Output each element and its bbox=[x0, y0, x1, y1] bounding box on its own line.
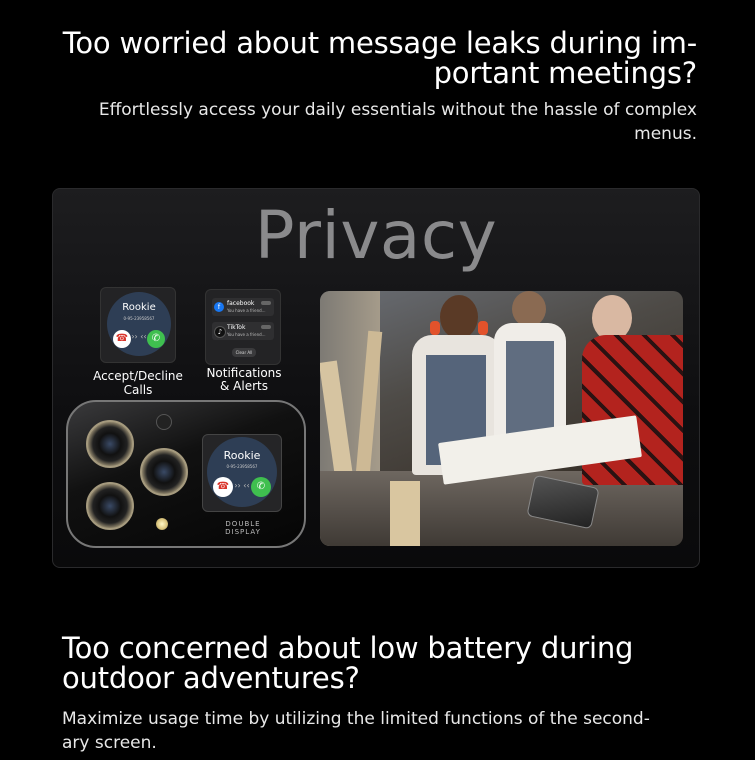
section-1-subtitle-line-2: menus. bbox=[634, 124, 697, 144]
notifications-caption-line-2: & Alerts bbox=[220, 379, 268, 393]
camera-lens-icon bbox=[86, 420, 134, 468]
section-2-subtitle-line-2: ary screen. bbox=[62, 733, 157, 753]
rear-round-screen bbox=[207, 437, 277, 507]
notifications-caption-line-1: Notifications bbox=[206, 366, 282, 380]
camera-lens-icon bbox=[86, 482, 134, 530]
privacy-heading: Privacy bbox=[254, 197, 498, 274]
facebook-icon: f bbox=[214, 302, 224, 312]
notification-item bbox=[212, 298, 274, 316]
section-1-title-line-1: Too worried about message leaks during im- bbox=[62, 26, 697, 60]
rear-caller-number: 0-95-23958567 bbox=[226, 464, 258, 469]
workshop-photo bbox=[320, 291, 683, 546]
notification-item bbox=[212, 322, 274, 340]
phone-accept-icon: ✆ bbox=[251, 477, 271, 497]
caller-number: 0-95-23958567 bbox=[123, 316, 155, 321]
tiktok-icon: ♪ bbox=[214, 326, 226, 338]
notification-badge bbox=[261, 301, 271, 305]
section-1-title-line-2: portant meetings? bbox=[433, 56, 697, 90]
caller-name: Rookie bbox=[122, 302, 156, 313]
phone-back-illustration bbox=[66, 400, 306, 548]
notification-app: facebook bbox=[227, 300, 255, 307]
camera-lens-icon bbox=[140, 448, 188, 496]
phone-accept-icon: ✆ bbox=[147, 330, 165, 348]
section-2-title-line-2: outdoor adventures? bbox=[62, 661, 360, 695]
flash-icon bbox=[156, 518, 168, 530]
call-screen-tile bbox=[100, 287, 176, 363]
notification-badge bbox=[261, 325, 271, 329]
section-1-subtitle-line-1: Effortlessly access your daily essentials without the hassle of complex bbox=[98, 100, 697, 120]
section-1-title bbox=[60, 28, 697, 88]
rear-caller-name: Rookie bbox=[223, 449, 261, 462]
notification-app: TikTok bbox=[227, 324, 246, 331]
round-call-screen bbox=[107, 292, 171, 356]
notification-text: You have a friend... bbox=[227, 308, 266, 313]
call-tile-caption: Accept/Decline Calls bbox=[93, 369, 183, 397]
section-1-subtitle bbox=[60, 98, 697, 146]
clear-all-button: Clear All bbox=[232, 348, 256, 357]
section-2-title bbox=[62, 633, 682, 693]
phone-decline-icon: ☎ bbox=[213, 477, 233, 497]
swipe-arrows-icon: ›› ‹‹ bbox=[234, 481, 250, 490]
notification-text: You have a friend... bbox=[227, 332, 266, 337]
section-2-subtitle bbox=[62, 707, 682, 755]
swipe-arrows-icon: ›› ‹‹ bbox=[131, 332, 147, 341]
section-2-subtitle-line-1: Maximize usage time by utilizing the limited functions of the second- bbox=[62, 709, 650, 729]
section-2-title-line-1: Too concerned about low battery during bbox=[62, 631, 634, 665]
rear-display bbox=[202, 434, 282, 512]
camera-sensor-icon bbox=[156, 414, 172, 430]
notifications-tile bbox=[205, 289, 281, 365]
notifications-tile-caption bbox=[200, 367, 288, 393]
double-display-label: DOUBLE DISPLAY bbox=[225, 520, 261, 536]
phone-decline-icon: ☎ bbox=[113, 330, 131, 348]
